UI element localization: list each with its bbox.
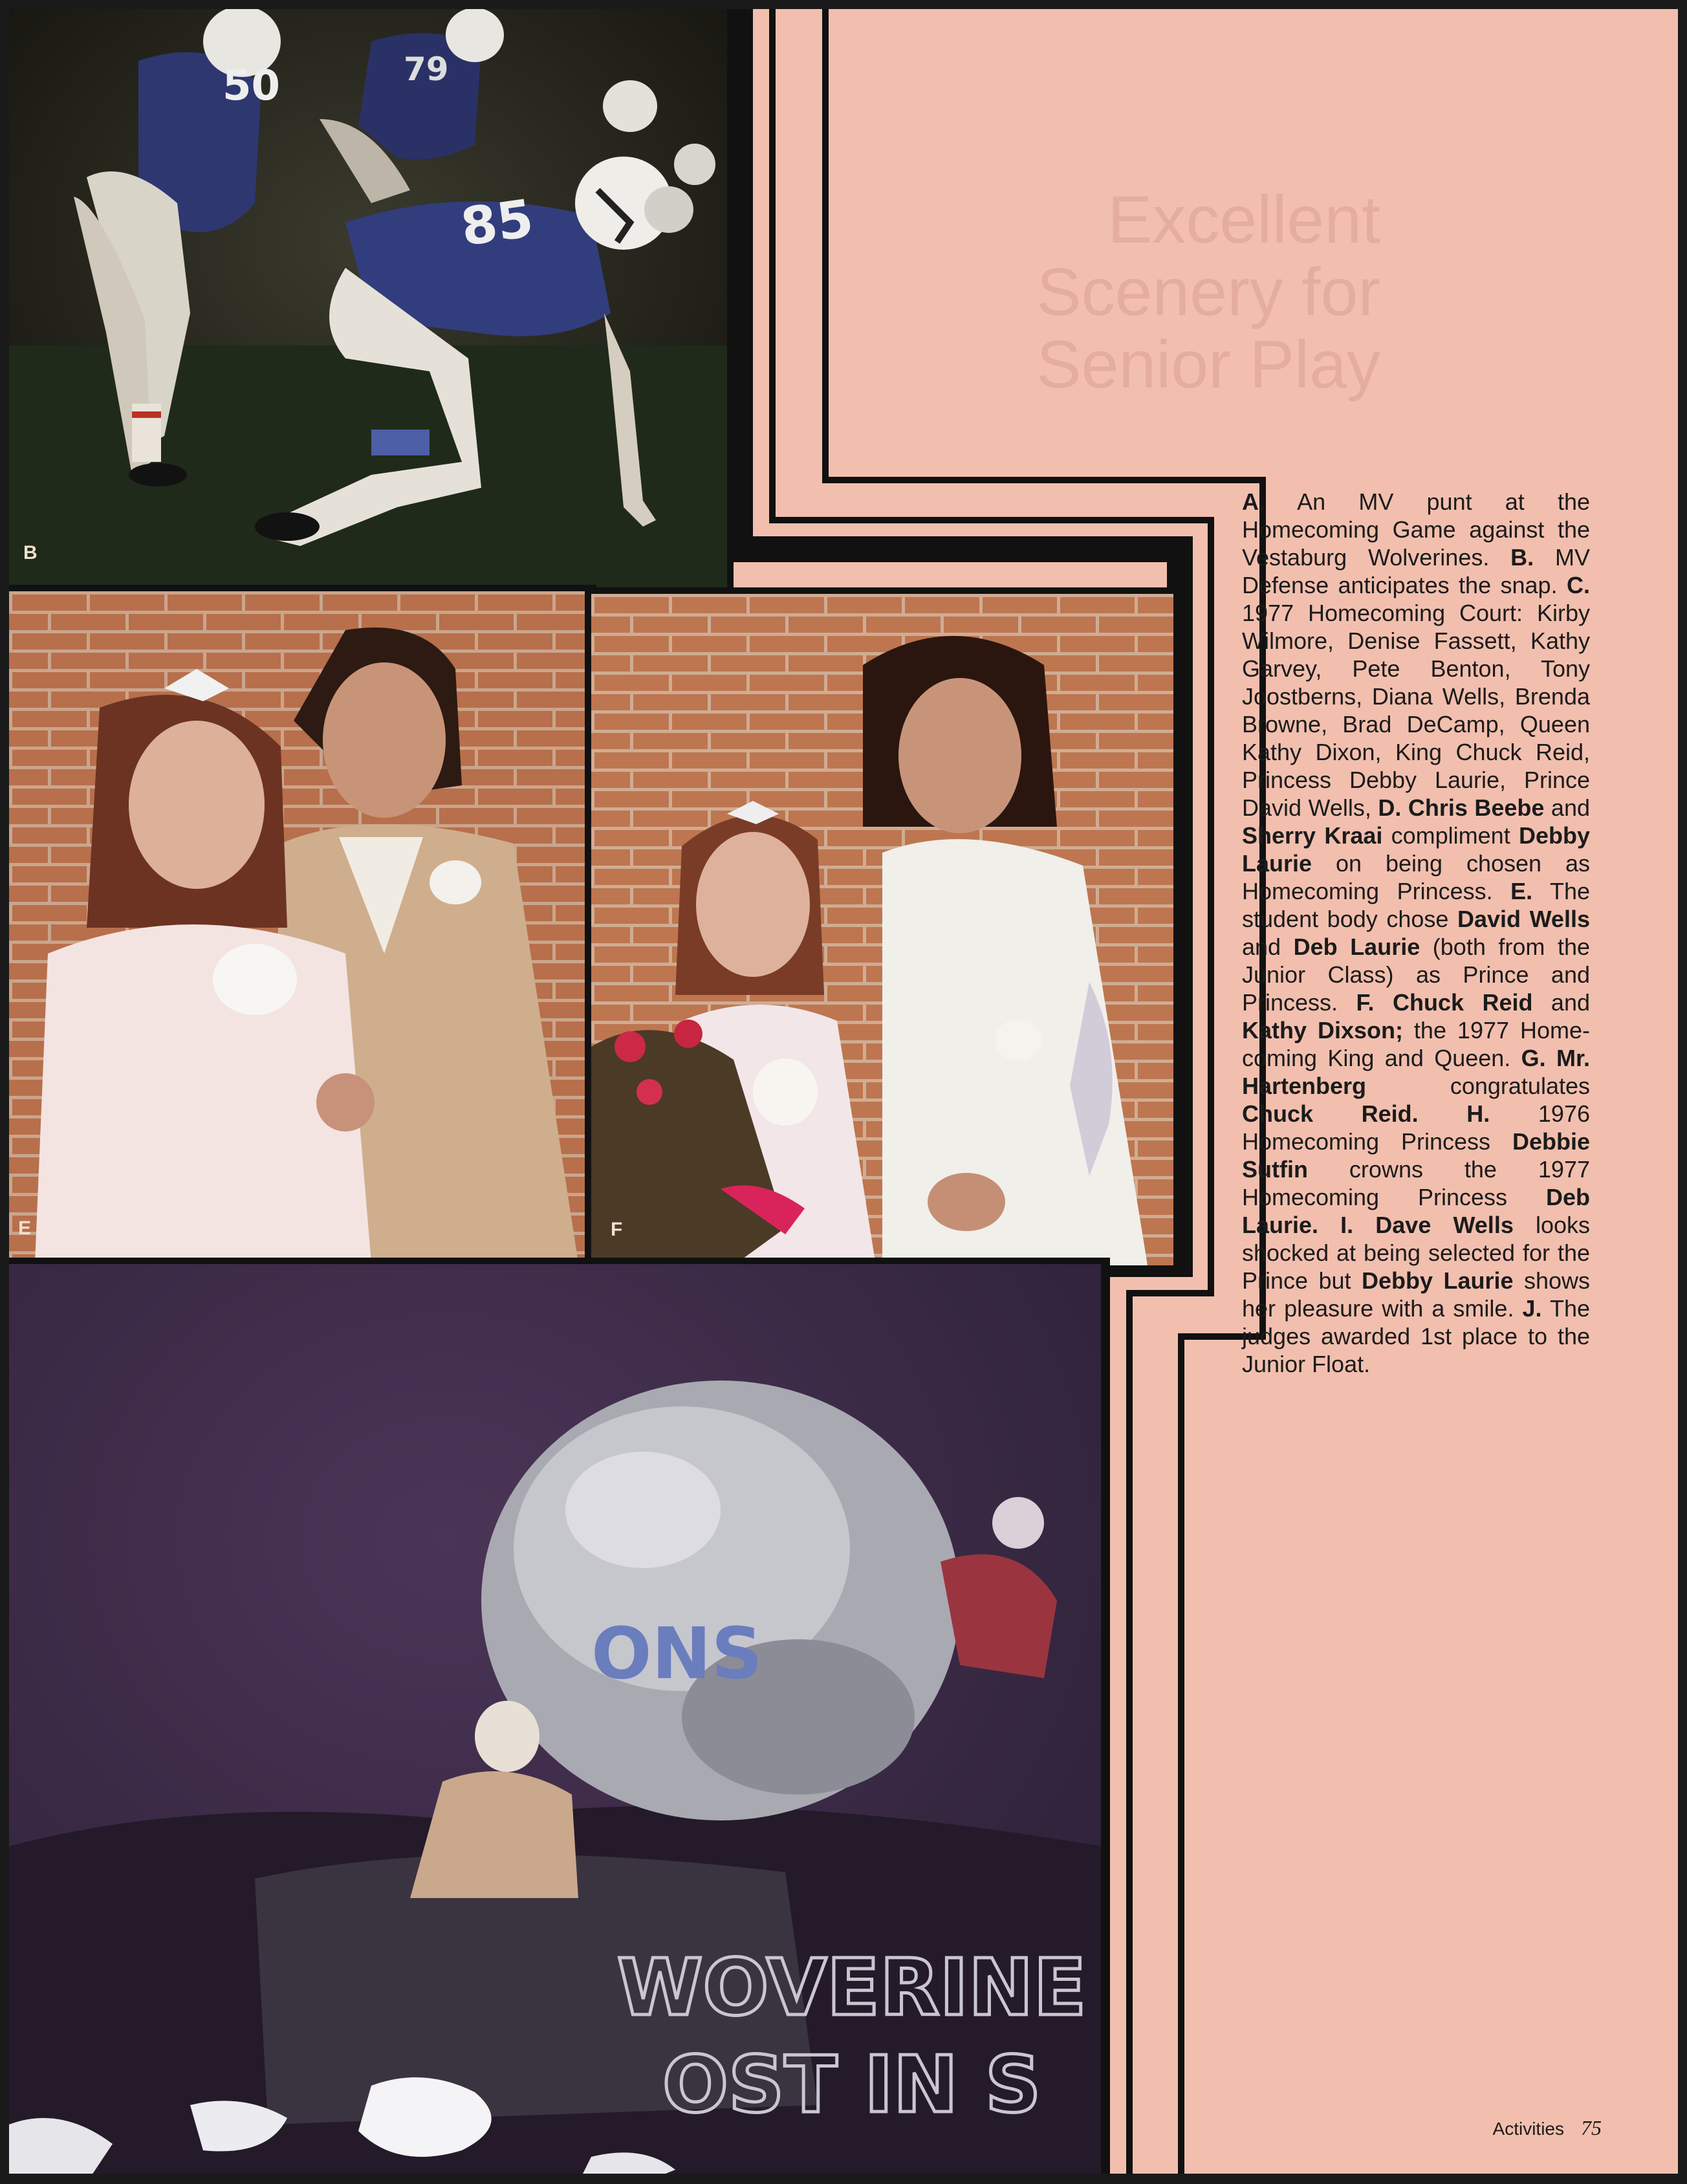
caption-bold-run: F. Chuck Reid (1356, 989, 1533, 1016)
ghost-heading (1018, 184, 1380, 401)
float-lettering: OST IN S (662, 2040, 1041, 2130)
caption-run: the 1977 Homecoming King and Queen. (1242, 1017, 1590, 1071)
photo-caption (1242, 488, 1590, 1378)
caption-bold-run: B. (1510, 544, 1534, 571)
yearbook-page (9, 9, 1678, 2174)
caption-run (1419, 1100, 1467, 1127)
caption-bold-run: E. (1510, 878, 1533, 904)
caption-bold-run: C. (1567, 572, 1590, 598)
caption-run: on being chosen as Homecoming Princess. (1242, 850, 1590, 904)
jersey-number: 50 (223, 62, 281, 110)
caption-run: The student body chose (1242, 878, 1590, 932)
caption-bold-run: David Wells (1457, 906, 1590, 932)
caption-bold-run: H. (1466, 1100, 1490, 1127)
caption-run: The judges awarded 1st place to the Junior Float. (1242, 1295, 1590, 1377)
jersey-number: 85 (457, 188, 538, 258)
caption-run: and (1532, 989, 1590, 1016)
caption-bold-run: Sherry Kraai (1242, 822, 1383, 849)
photo-king-queen-f (585, 587, 1180, 1272)
caption-run: and (1544, 794, 1590, 821)
caption-bold-run: Debby Laurie (1242, 822, 1590, 877)
page-number: 75 (1581, 2116, 1602, 2139)
caption-bold-run: Kathy Dixson; (1242, 1017, 1403, 1043)
caption-bold-run: I. Dave Wells (1340, 1212, 1514, 1238)
section-name: Activities (1492, 2119, 1564, 2139)
float-lettering: WOVERINE (617, 1943, 1087, 2033)
photo-letter: F (611, 1219, 623, 1240)
caption-run: 1976 Homecoming Princess (1242, 1100, 1590, 1155)
photo-football-line (9, 9, 734, 596)
caption-run: compliment (1382, 822, 1519, 849)
caption-run: congratulates (1366, 1073, 1590, 1099)
caption-bold-run: Debbie Sutfin (1242, 1128, 1590, 1183)
caption-bold-run: J. (1522, 1295, 1542, 1322)
caption-run: crowns the 1977 Homecoming Princess (1242, 1156, 1590, 1210)
caption-bold-run: A. (1242, 488, 1265, 515)
photo-letter: B (23, 542, 38, 563)
caption-bold-run: Chuck Reid. (1242, 1100, 1419, 1127)
caption-run: An MV punt at the Homecoming Game against the Vestaburg Wolverines. (1242, 488, 1590, 571)
page-footer (1493, 2116, 1602, 2140)
caption-run: looks shocked at being selected for the Prince but (1242, 1212, 1590, 1294)
photo-junior-float (9, 1258, 1110, 2174)
caption-bold-run: D. Chris Beebe (1378, 794, 1545, 821)
ghost-heading-line: Senior Play (1036, 327, 1380, 402)
caption-bold-run: Deb Laurie (1293, 934, 1420, 960)
ghost-heading-line: Scenery for (1036, 255, 1380, 330)
caption-run (1318, 1212, 1340, 1238)
photo-court-couple-e (9, 585, 596, 1269)
caption-run: 1977 Homecoming Court: Kirby Wilmore, Denise Fassett, Kathy Garvey, Pete Benton, Tony Joostberns, Diana Wells, Brenda Browne, Brad DeCamp, Queen Kathy Dixon, King Chuck Reid, Princess Debby Laurie, Prince David Wells, (1242, 600, 1590, 821)
photo-letter: E (18, 1218, 32, 1239)
caption-run: (both from the Junior Class) as Prince and Princess. (1242, 934, 1590, 1016)
caption-run: and (1242, 934, 1294, 960)
caption-bold-run: Deb Laurie. (1242, 1184, 1590, 1238)
caption-bold-run: G. Mr. Hartenberg (1242, 1045, 1591, 1099)
caption-run: MV Defense anticipates the snap. (1242, 544, 1590, 598)
caption-bold-run: Debby Laurie (1362, 1267, 1514, 1294)
jersey-number: 79 (404, 50, 449, 88)
float-lettering: ONS (591, 1612, 763, 1695)
caption-run: shows her pleasure with a smile. (1242, 1267, 1591, 1322)
ghost-heading-line: Excellent (1107, 182, 1380, 257)
